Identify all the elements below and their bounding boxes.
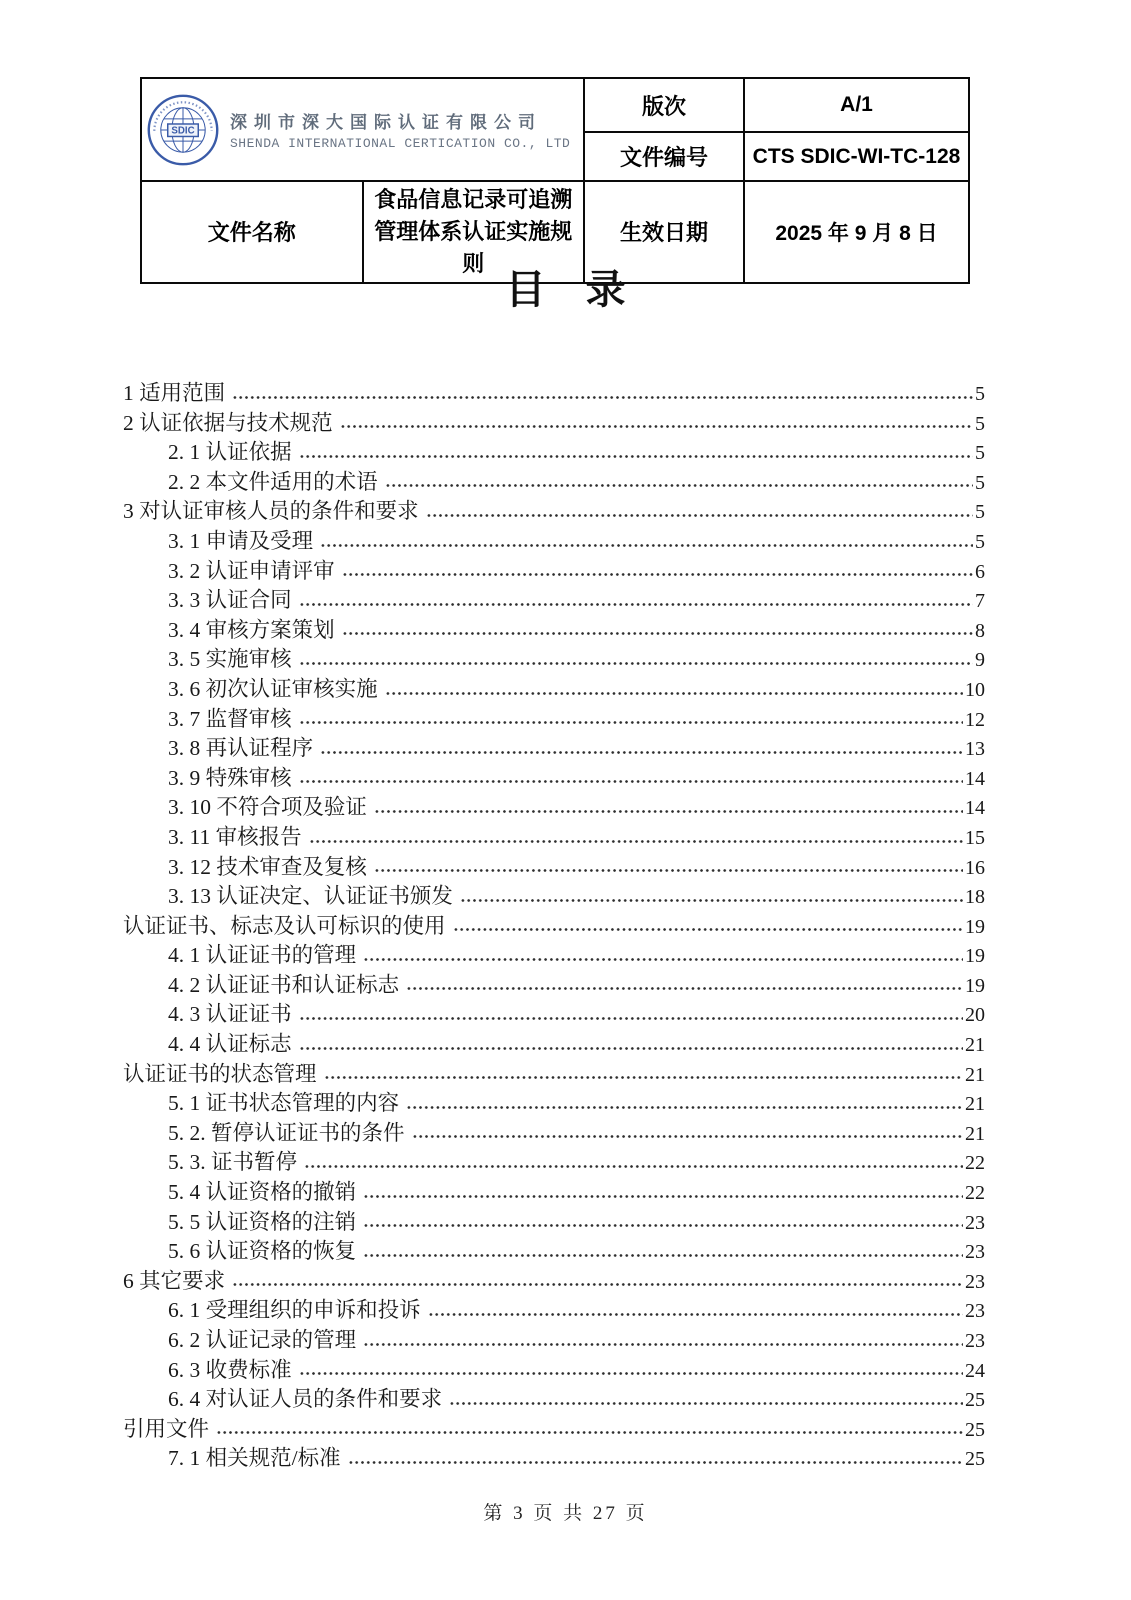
toc-entry-label: 5. 5 认证资格的注销	[168, 1209, 357, 1234]
toc-entry	[123, 997, 985, 1027]
effective-date-label: 生效日期	[584, 181, 744, 283]
toc-entry-label: 2. 2 本文件适用的术语	[168, 469, 378, 494]
toc-entry-label: 3. 7 监督审核	[168, 706, 292, 731]
toc-leader-dots	[426, 512, 973, 519]
toc-entry	[123, 494, 985, 524]
toc-entry-label: 5. 2. 暂停认证证书的条件	[168, 1120, 405, 1145]
toc-entry-page: 16	[965, 856, 985, 879]
toc-entry-label: 6. 4 对认证人员的条件和要求	[168, 1387, 443, 1412]
toc-entry-page: 19	[965, 974, 985, 997]
doc-name-value: 食品信息记录可追溯管理体系认证实施规则	[363, 181, 585, 283]
toc-entry-page: 19	[965, 915, 985, 938]
toc-entry-label: 5. 4 认证资格的撤销	[168, 1180, 357, 1205]
toc-leader-dots	[340, 423, 973, 430]
toc-leader-dots	[428, 1311, 963, 1318]
toc-entry	[123, 1382, 985, 1412]
toc-entry-page: 12	[965, 708, 985, 731]
toc-entry-label: 7. 1 相关规范/标准	[168, 1446, 341, 1471]
toc-entry-page: 15	[965, 826, 985, 849]
toc-entry-page: 23	[965, 1330, 985, 1352]
toc-leader-dots	[320, 542, 973, 549]
logo-monogram: SDIC	[171, 125, 195, 137]
toc-entry-label: 3. 12 技术审查及复核	[168, 854, 367, 879]
version-label: 版次	[584, 78, 744, 132]
toc-entry-page: 25	[965, 1448, 985, 1471]
toc-entry-label: 3. 8 再认证程序	[168, 736, 314, 761]
company-name-en: SHENDA INTERNATIONAL CERTICATION CO., LTD	[230, 136, 571, 151]
toc-entry	[123, 1057, 985, 1087]
toc-entry	[123, 1264, 985, 1294]
toc-entry-page: 19	[965, 945, 985, 968]
toc-entry	[123, 1323, 985, 1353]
toc-entry-label: 4. 4 认证标志	[168, 1032, 292, 1057]
toc-entry	[123, 406, 985, 436]
toc-entry	[123, 761, 985, 791]
toc-entry-label: 3. 10 不符合项及验证	[168, 795, 367, 820]
toc-entry-label: 5. 3. 证书暂停	[168, 1150, 298, 1175]
toc-entry-page: 23	[965, 1270, 985, 1293]
toc-entry-page: 23	[965, 1211, 985, 1234]
toc-entry-page: 9	[975, 649, 985, 672]
toc-leader-dots	[374, 808, 963, 815]
toc-entry-page: 21	[965, 1122, 985, 1145]
toc-leader-dots	[320, 749, 963, 756]
toc-entry-label: 4. 2 认证证书和认证标志	[168, 972, 400, 997]
toc-entry-page: 13	[965, 738, 985, 761]
toc-entry-label: 6. 2 认证记录的管理	[168, 1328, 357, 1352]
toc-entry	[123, 879, 985, 909]
toc-entry-page: 6	[975, 560, 985, 583]
toc-entry-label: 1 适用范围	[123, 381, 226, 405]
toc-entry-page: 5	[975, 530, 985, 553]
toc-leader-dots	[299, 1370, 963, 1377]
toc-leader-dots	[342, 630, 973, 637]
toc-entry-page: 5	[975, 412, 985, 435]
toc-entry-label: 3. 3 认证合同	[168, 588, 292, 613]
toc-leader-dots	[374, 867, 963, 874]
toc-leader-dots	[385, 690, 963, 697]
toc-entry-page: 7	[975, 590, 985, 613]
toc-entry-label: 2 认证依据与技术规范	[123, 410, 333, 435]
toc-entry	[123, 435, 985, 465]
toc-entry-page: 21	[965, 1063, 985, 1086]
toc-entry-page: 5	[975, 501, 985, 524]
toc-leader-dots	[299, 1015, 963, 1022]
toc-leader-dots	[324, 1074, 963, 1081]
toc-entry-label: 3. 13 认证决定、认证证书颁发	[168, 884, 453, 909]
toc-entry	[123, 1293, 985, 1323]
toc-leader-dots	[216, 1429, 963, 1436]
toc-entry	[123, 376, 985, 406]
toc-entry	[123, 583, 985, 613]
page-number-footer: 第 3 页 共 27 页	[483, 1503, 648, 1524]
version-value: A/1	[744, 78, 969, 132]
toc-entry-label: 5. 6 认证资格的恢复	[168, 1239, 357, 1264]
doc-name-label: 文件名称	[141, 181, 363, 283]
toc-entry-label: 3. 6 初次认证审核实施	[168, 676, 378, 701]
toc-leader-dots	[348, 1459, 963, 1466]
toc-entry-label: 认证证书、标志及认可标识的使用	[123, 913, 446, 938]
toc-entry-label: 4. 1 认证证书的管理	[168, 943, 357, 968]
toc-entry-label: 2. 1 认证依据	[168, 440, 292, 465]
toc-entry	[123, 790, 985, 820]
toc-leader-dots	[363, 1341, 963, 1348]
toc-entry-page: 18	[965, 886, 985, 909]
toc-leader-dots	[406, 985, 963, 992]
toc-entry-page: 25	[965, 1418, 985, 1441]
toc-leader-dots	[363, 956, 963, 963]
toc-entry-page: 14	[965, 767, 985, 790]
toc-entry	[123, 1086, 985, 1116]
toc-entry	[123, 820, 985, 850]
toc-entry	[123, 613, 985, 643]
logo-cell	[141, 78, 584, 181]
toc-entry-page: 21	[965, 1093, 985, 1116]
toc-entry	[123, 672, 985, 702]
toc-entry-label: 3. 9 特殊审核	[168, 765, 292, 790]
toc-leader-dots	[299, 660, 973, 667]
toc-entry	[123, 702, 985, 732]
toc-entry	[123, 465, 985, 495]
toc-entry	[123, 554, 985, 584]
toc-entry-label: 认证证书的状态管理	[123, 1061, 317, 1086]
company-name-cn: 深圳市深大国际认证有限公司	[230, 113, 542, 132]
toc-leader-dots	[299, 453, 973, 460]
doc-number-label: 文件编号	[584, 132, 744, 181]
toc-entry	[123, 850, 985, 880]
toc-leader-dots	[363, 1252, 963, 1259]
doc-number-value: CTS SDIC-WI-TC-128	[744, 132, 969, 181]
toc-entry-page: 23	[965, 1241, 985, 1264]
toc-entry-page: 24	[965, 1359, 985, 1382]
toc-leader-dots	[453, 926, 963, 933]
toc-leader-dots	[232, 394, 973, 401]
toc-leader-dots	[299, 778, 963, 785]
toc-entry	[123, 1116, 985, 1146]
toc-entry	[123, 642, 985, 672]
toc-entry-page: 25	[965, 1389, 985, 1412]
toc-entry-label: 6. 3 收费标准	[168, 1357, 292, 1382]
toc-entry	[123, 1145, 985, 1175]
toc-entry-page: 5	[975, 471, 985, 494]
toc-entry-label: 引用文件	[123, 1416, 210, 1441]
toc-entry-label: 4. 3 认证证书	[168, 1002, 292, 1027]
toc-entry	[123, 1027, 985, 1057]
toc-entry-page: 23	[965, 1300, 985, 1323]
toc-entry-label: 3. 5 实施审核	[168, 647, 292, 672]
toc-leader-dots	[299, 601, 973, 608]
header-table	[140, 77, 970, 284]
toc-leader-dots	[449, 1400, 963, 1407]
toc-leader-dots	[342, 571, 973, 578]
toc-entry-label: 3 对认证审核人员的条件和要求	[123, 499, 419, 524]
toc-entry	[123, 731, 985, 761]
toc-leader-dots	[299, 1045, 963, 1052]
toc-entry-label: 5. 1 证书状态管理的内容	[168, 1091, 400, 1116]
toc-leader-dots	[309, 838, 963, 845]
toc-entry	[123, 909, 985, 939]
toc-entry-page: 20	[965, 1004, 985, 1027]
toc-list	[123, 376, 985, 1471]
toc-entry-page: 22	[965, 1182, 985, 1205]
toc-entry	[123, 938, 985, 968]
toc-leader-dots	[406, 1104, 963, 1111]
toc-entry	[123, 968, 985, 998]
toc-entry-label: 6 其它要求	[123, 1268, 226, 1293]
toc-leader-dots	[363, 1222, 963, 1229]
toc-leader-dots	[363, 1193, 963, 1200]
toc-leader-dots	[299, 719, 963, 726]
toc-leader-dots	[304, 1163, 963, 1170]
toc-entry-page: 5	[975, 442, 985, 465]
toc-entry-label: 3. 4 审核方案策划	[168, 617, 335, 642]
toc-entry-page: 10	[965, 678, 985, 701]
toc-entry-label: 3. 11 审核报告	[168, 824, 302, 849]
toc-entry	[123, 1234, 985, 1264]
toc-entry	[123, 1175, 985, 1205]
toc-entry-label: 6. 1 受理组织的申诉和投诉	[168, 1298, 421, 1323]
toc-leader-dots	[232, 1281, 963, 1288]
company-logo-icon	[146, 93, 220, 167]
toc-entry-page: 22	[965, 1152, 985, 1175]
toc-entry-page: 14	[965, 797, 985, 820]
toc-leader-dots	[460, 897, 963, 904]
toc-entry-label: 3. 2 认证申请评审	[168, 558, 335, 583]
toc-entry	[123, 1205, 985, 1235]
toc-entry	[123, 1412, 985, 1442]
toc-leader-dots	[385, 482, 973, 489]
toc-leader-dots	[412, 1133, 963, 1140]
toc-entry-label: 3. 1 申请及受理	[168, 528, 314, 553]
toc-title: 目 录	[505, 267, 626, 312]
toc-entry	[123, 1353, 985, 1383]
effective-date-value: 2025 年 9 月 8 日	[744, 181, 969, 283]
toc-entry	[123, 1441, 985, 1471]
toc-entry	[123, 524, 985, 554]
toc-entry-page: 5	[975, 383, 985, 405]
toc-entry-page: 8	[975, 619, 985, 642]
toc-entry-page: 21	[965, 1034, 985, 1057]
